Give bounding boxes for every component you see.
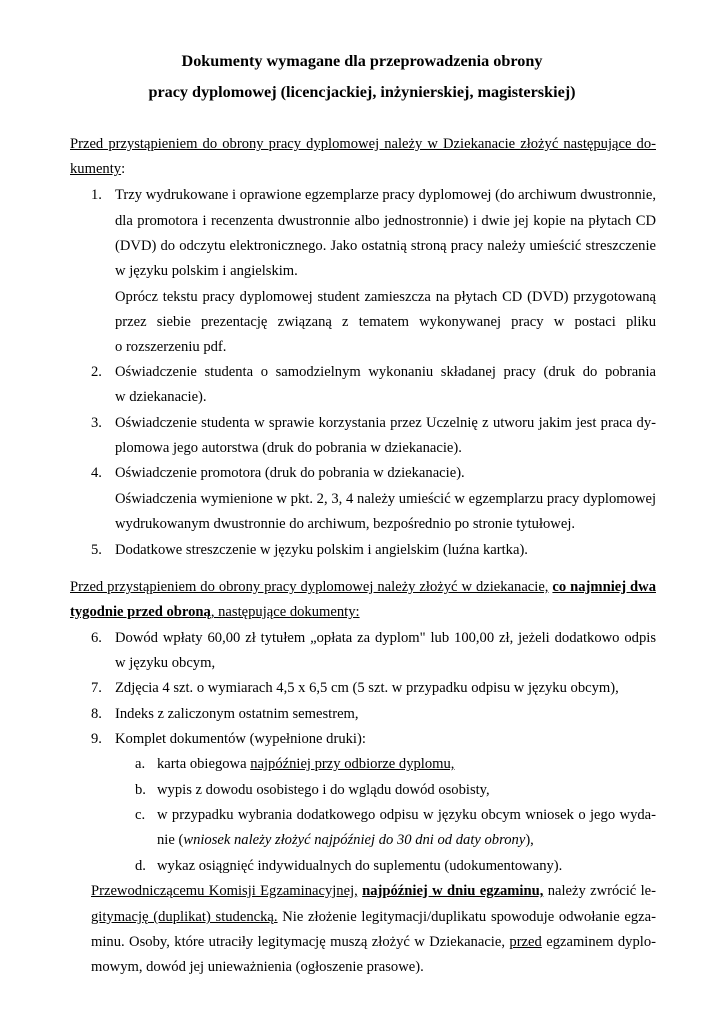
list-item-1-line-3: (DVD) do odczytu elektronicznego. Jako ostatnią stroną pracy należy umieścić streszczenie bbox=[115, 238, 656, 254]
footer-para-line-4: mowym, dowód jej unieważnienia (ogłoszenie prasowe). bbox=[91, 959, 424, 975]
page-title-line-1: Dokumenty wymagane dla przeprowadzenia obrony bbox=[181, 52, 543, 70]
item-number: 9. bbox=[91, 731, 102, 747]
item-number: 1. bbox=[91, 187, 102, 203]
subitem-letter: a. bbox=[135, 756, 146, 772]
subitem-c-italic: wniosek należy złożyć najpóźniej do 30 dni od daty obrony bbox=[183, 832, 526, 848]
footer-para-rest: należy zwrócić le- bbox=[547, 883, 656, 899]
footer-para-bold: najpóźniej w dniu egzaminu, bbox=[362, 883, 544, 899]
footer-para-legitymacja: gitymację (duplikat) studencką. bbox=[91, 909, 278, 925]
subitem-a-underlined: najpóźniej przy odbiorze dyplomu, bbox=[250, 756, 455, 772]
section1-intro-dokumenty: kumenty bbox=[70, 161, 122, 177]
subitem-letter: d. bbox=[135, 858, 146, 874]
list-item-9-line-1: Komplet dokumentów (wypełnione druki): bbox=[115, 731, 366, 747]
list-item-5-line-1: Dodatkowe streszczenie w języku polskim i angielskim (luźna kartka). bbox=[115, 542, 528, 558]
section2-intro-line-1 bbox=[70, 580, 656, 595]
subitem-a bbox=[157, 757, 454, 772]
list-item-1-extra-1: Oprócz tekstu pracy dyplomowej student zamieszcza na płytach CD (DVD) przygotowaną bbox=[115, 289, 656, 305]
list-item-4-extra-1: Oświadczenia wymienione w pkt. 2, 3, 4 należy umieścić w egzemplarzu pracy dyplomowej bbox=[115, 491, 656, 507]
item-number: 2. bbox=[91, 364, 102, 380]
section1-intro-line-1: Przed przystąpieniem do obrony pracy dyplomowej należy w Dziekanacie złożyć następujące do- bbox=[70, 136, 656, 152]
list-item-1-line-2: dla promotora i recenzenta dwustronnie albo jednostronnie) i dwie jej kopie na płytach CD bbox=[115, 213, 656, 229]
list-item-3-line-2: plomowa jego autorstwa (druk do pobrania w dziekanacie). bbox=[115, 440, 462, 456]
list-item-4-extra-2: wydrukowanym dwustronnie do archiwum, bezpośrednio po stronie tytułowej. bbox=[115, 516, 576, 532]
section2-intro-bold: co najmniej dwa bbox=[552, 579, 656, 595]
subitem-letter: b. bbox=[135, 782, 146, 798]
section1-intro-line-2 bbox=[70, 162, 125, 177]
subitem-a-text: karta obiegowa bbox=[157, 756, 251, 772]
item-number: 3. bbox=[91, 415, 102, 431]
section2-intro-rest: , następujące dokumenty: bbox=[210, 604, 360, 620]
subitem-d: wykaz osiągnięć indywidualnych do suplementu (udokumentowany). bbox=[157, 858, 563, 874]
footer-para-underlined: Przewodniczącemu Komisji Egzaminacyjnej, bbox=[91, 883, 358, 899]
list-item-6-line-1: Dowód wpłaty 60,00 zł tytułem „opłata za dyplom" lub 100,00 zł, jeżeli dodatkowo odpis bbox=[115, 630, 656, 646]
section2-intro-text: Przed przystąpieniem do obrony pracy dyplomowej należy złożyć w dziekanacie, bbox=[70, 579, 549, 595]
subitem-c-part-a: nie ( bbox=[157, 832, 184, 848]
item-number: 4. bbox=[91, 465, 102, 481]
list-item-3-line-1: Oświadczenie studenta w sprawie korzystania przez Uczelnię z utworu jakim jest praca dy- bbox=[115, 415, 656, 431]
section2-intro-line-2 bbox=[70, 605, 360, 620]
footer-para-line-2-rest: Nie złożenie legitymacji/duplikatu spowoduje odwołanie egza- bbox=[277, 909, 656, 925]
footer-para-line-2 bbox=[91, 910, 656, 925]
footer-para-line-3 bbox=[91, 935, 656, 950]
item-number: 5. bbox=[91, 542, 102, 558]
list-item-1-extra-3: o rozszerzeniu pdf. bbox=[115, 339, 227, 355]
subitem-letter: c. bbox=[135, 807, 146, 823]
subitem-c-line-2 bbox=[157, 833, 534, 848]
footer-para-przed: przed bbox=[509, 934, 542, 950]
page-title-line-2: pracy dyplomowej (licencjackiej, inżynierskiej, magisterskiej) bbox=[148, 83, 576, 101]
list-item-6-line-2: w języku obcym, bbox=[115, 655, 216, 671]
list-item-2-line-2: w dziekanacie). bbox=[115, 389, 207, 405]
footer-para-line-1 bbox=[91, 884, 656, 899]
section1-intro-colon: : bbox=[121, 161, 126, 177]
list-item-2-line-1: Oświadczenie studenta o samodzielnym wykonaniu składanej pracy (druk do pobrania bbox=[115, 364, 656, 380]
list-item-1-extra-2: przez siebie prezentację związaną z tematem wykonywanej pracy w postaci pliku bbox=[115, 314, 656, 330]
item-number: 7. bbox=[91, 680, 102, 696]
list-item-1-line-1: Trzy wydrukowane i oprawione egzemplarze pracy dyplomowej (do archiwum dwustronnie, bbox=[115, 187, 656, 203]
list-item-1-line-4: w języku polskim i angielskim. bbox=[115, 263, 298, 279]
section2-intro-bold-2: tygodnie przed obroną bbox=[70, 604, 211, 620]
footer-para-line-3-b: egzaminem dyplo- bbox=[541, 934, 656, 950]
footer-para-line-3-a: minu. Osoby, które utraciły legitymację muszą złożyć w Dziekanacie, bbox=[91, 934, 510, 950]
subitem-b: wypis z dowodu osobistego i do wglądu dowód osobisty, bbox=[157, 782, 490, 798]
item-number: 6. bbox=[91, 630, 102, 646]
list-item-7-line-1: Zdjęcia 4 szt. o wymiarach 4,5 x 6,5 cm (5 szt. w przypadku odpisu w języku obcym), bbox=[115, 680, 619, 696]
subitem-c-line-1: w przypadku wybrania dodatkowego odpisu w języku obcym wniosek o jego wyda- bbox=[157, 807, 656, 823]
item-number: 8. bbox=[91, 706, 102, 722]
list-item-8-line-1: Indeks z zaliczonym ostatnim semestrem, bbox=[115, 706, 359, 722]
subitem-c-part-b: ), bbox=[525, 832, 534, 848]
list-item-4-line-1: Oświadczenie promotora (druk do pobrania w dziekanacie). bbox=[115, 465, 465, 481]
